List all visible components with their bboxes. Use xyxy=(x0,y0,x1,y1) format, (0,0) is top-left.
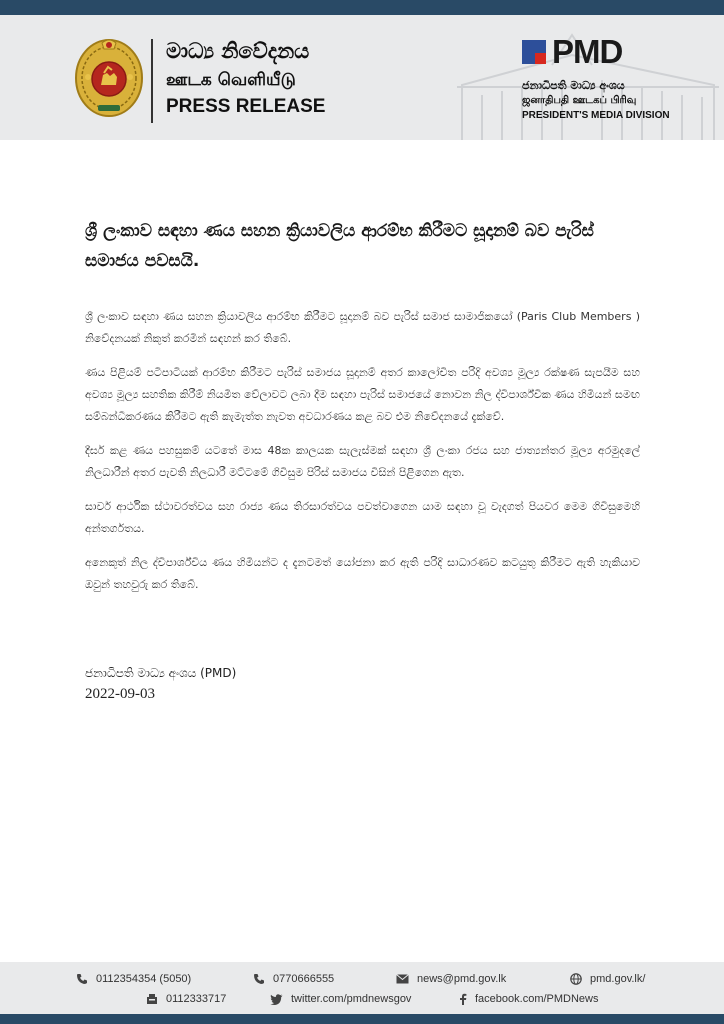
pmd-logo-text: PMD xyxy=(552,33,623,70)
website-link[interactable]: pmd.gov.lk/ xyxy=(590,973,646,985)
division-tamil: ஜனாதிபதி ஊடகப் பிரிவு xyxy=(522,95,637,106)
phone-icon xyxy=(76,973,88,985)
article-body xyxy=(85,306,640,608)
email-address[interactable]: news@pmd.gov.lk xyxy=(417,973,507,985)
email-icon xyxy=(396,974,409,984)
body-paragraph: අනෙකුත් නිල ද්විපාර්ශ්වීය ණය හිමියන්ට ද දැනටමත් යෝජනා කර ඇති පරිදි සාධාරණව කටයුතු කිරීමට ඇති හැකියාව ඔවුන් තහවුරු කර තිබේ. xyxy=(85,556,640,591)
contact-footer xyxy=(0,962,724,1014)
division-english: PRESIDENT'S MEDIA DIVISION xyxy=(522,110,670,121)
pmd-logo-square xyxy=(522,40,546,64)
footer-fax xyxy=(146,993,226,1005)
article-headline: ශ්‍රී ලංකාව සඳහා ණය සහන ක්‍රියාවලිය ආරම්භ කිරීමට සූදානම් බව පැරිස් සමාජය පවසයි. xyxy=(85,221,594,271)
header-divider xyxy=(151,39,153,123)
twitter-icon xyxy=(270,994,283,1005)
signature-org: ජනාධිපති මාධ්‍ය අංශය (PMD) xyxy=(85,666,237,680)
globe-icon xyxy=(570,973,582,985)
division-sinhala: ජනාධිපති මාධ්‍ය අංශය xyxy=(522,79,625,92)
facebook-page[interactable]: facebook.com/PMDNews xyxy=(475,993,599,1005)
title-sinhala: මාධ්‍ය නිවේදනය xyxy=(166,39,310,63)
bottom-bar xyxy=(0,1014,724,1024)
footer-website xyxy=(570,973,645,985)
footer-email xyxy=(396,973,506,985)
national-emblem-icon xyxy=(74,37,144,119)
release-date: 2022-09-03 xyxy=(85,686,155,702)
body-paragraph: ණය පිළියම් පටිපාටියක් ආරම්භ කිරීමට පැරිස් සමාජය සූදානම් අතර කාලෝචිත පරිදි අවශ්‍ය මූල්‍ය රක්ෂණ සැපයීම සහ අවශ්‍ය මූල්‍ය සහතික කිරීම් නියමිත වේලාවට ලබා දීම සඳහා පැරිස් සමාජයේ නොවන නිල ද්විපාර්ශ්වික ණය හිමියන් සමඟ සම්බන්ධීකරණය කිරීමට ඇති කැමැත්ත නැවත අවධාරණය කළ බව එම නිවේදනයේ දැක්වේ. xyxy=(85,366,640,423)
press-release-header xyxy=(0,15,724,140)
top-bar xyxy=(0,0,724,15)
body-paragraph: සාර්ව ආර්ථික ස්ථාවරත්වය සහ රාජ්‍ය ණය තිරසාරත්වය පවත්වාගෙන යාම සඳහා වූ වැදගත් පියවර මෙම ගිවිසුමෙහි අන්තර්ගතය. xyxy=(85,500,640,535)
twitter-handle[interactable]: twitter.com/pmdnewsgov xyxy=(291,993,412,1005)
fax-icon xyxy=(146,993,158,1005)
footer-facebook xyxy=(459,993,599,1005)
facebook-icon xyxy=(459,993,467,1005)
phone-number: 0112354354 (5050) xyxy=(96,973,192,985)
mobile-phone-icon xyxy=(253,973,265,985)
footer-mobile xyxy=(253,973,334,985)
body-paragraph: ශ්‍රී ලංකාව සඳහා ණය සහන ක්‍රියාවලිය ආරම්භ කිරීමට සූදානම් බව පැරිස් සමාජ සාමාජිකයෝ (Paris Club Members ) නිවේදනයක් නිකුත් කරමින් සඳහන් කර තිබේ. xyxy=(85,310,640,345)
fax-number: 0112333717 xyxy=(166,993,227,1005)
footer-twitter xyxy=(270,993,411,1005)
footer-phone xyxy=(76,973,191,985)
mobile-number: 0770666555 xyxy=(273,973,335,985)
body-paragraph: දීර්ඝ කළ ණය පහසුකම් යටතේ මාස 48ක කාලයක සැලැස්මක් සඳහා ශ්‍රී ලංකා රජය සහ ජාත්‍යන්තර මූල්‍ය අරමුදලේ නිලධාරීන් අතර පැවති නිලධාරී මට්ටමේ ගිවිසුම පිරිස් සමාජය විසින් පිළිගෙන ඇත. xyxy=(85,444,640,479)
title-tamil: ஊடக வெளியீடு xyxy=(166,70,296,90)
title-english: PRESS RELEASE xyxy=(166,96,326,117)
